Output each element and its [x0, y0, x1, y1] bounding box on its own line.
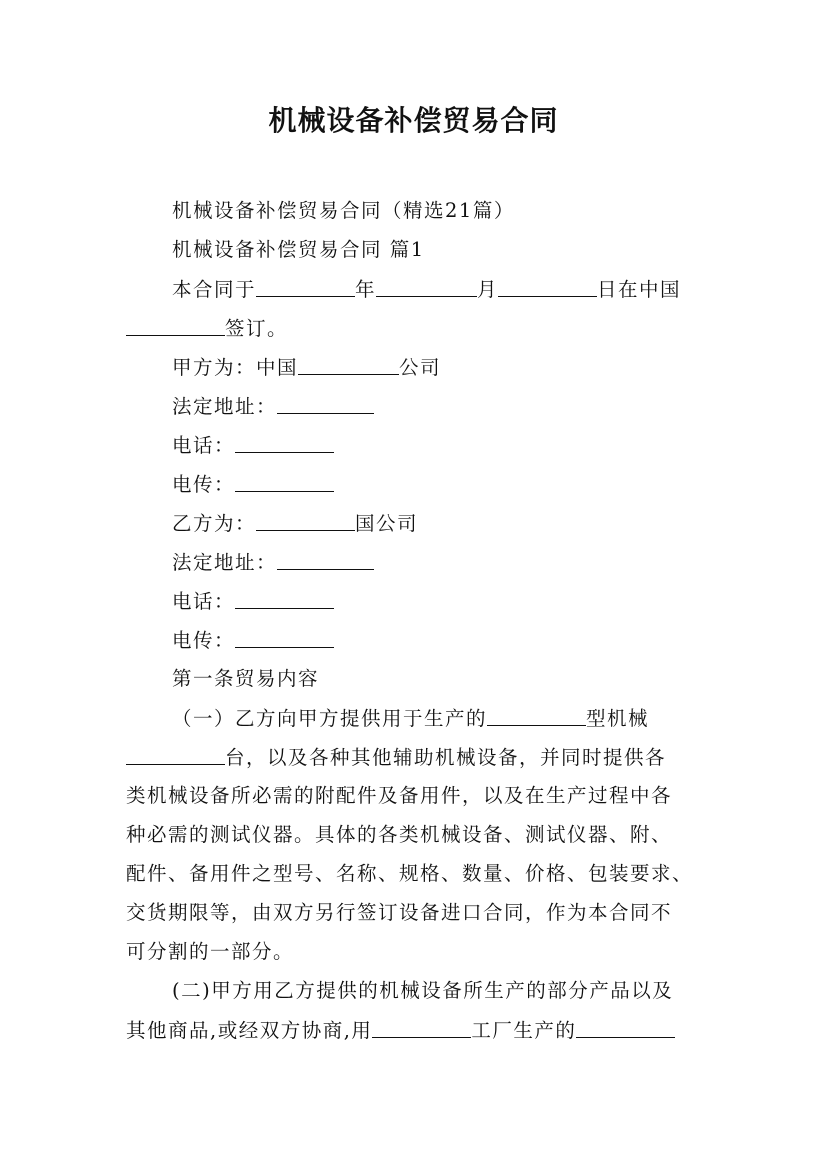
month-label: 月 — [477, 278, 499, 301]
clause-1-line-3: 类机械设备所必需的附配件及备用件，以及在生产过程中各 — [126, 784, 673, 807]
party-b-phone-label: 电话： — [172, 590, 236, 613]
document-subtitle: 机械设备补偿贸易合同（精选21篇） — [172, 199, 515, 222]
party-a-line — [172, 352, 441, 383]
intro-line-2 — [126, 313, 288, 344]
party-b-phone-line — [172, 586, 334, 617]
party-b-fax-blank — [235, 625, 334, 648]
clause-1-text-b: 型机械 — [586, 707, 650, 730]
clause-1-text-a: （一）乙方向甲方提供用于生产的 — [172, 707, 488, 730]
party-a-phone-line — [172, 430, 334, 461]
clause-1-line-7: 可分割的一部分。 — [126, 940, 295, 963]
party-b-fax-label: 电传： — [172, 629, 236, 652]
model-blank — [487, 703, 586, 726]
intro-text: 本合同于 — [172, 278, 257, 301]
party-b-address-label: 法定地址： — [172, 551, 278, 574]
party-a-address-blank — [277, 391, 374, 414]
day-place-label: 日在中国 — [597, 278, 682, 301]
party-b-name-blank — [256, 508, 355, 531]
document-title: 机械设备补偿贸易合同 — [268, 104, 559, 137]
party-b-label: 乙方为： — [172, 512, 257, 535]
party-b-address-line — [172, 547, 374, 578]
month-blank — [376, 274, 477, 297]
clause-1-line-1 — [172, 703, 649, 734]
clause-1-text-c: 台，以及各种其他辅助机械设备，并同时提供各 — [225, 746, 667, 769]
party-a-suffix: 公司 — [399, 356, 442, 379]
party-b-suffix: 国公司 — [355, 512, 419, 535]
place-blank — [126, 313, 225, 336]
party-a-address-label: 法定地址： — [172, 395, 278, 418]
clause-2-line-1: (二)甲方用乙方提供的机械设备所生产的部分产品以及 — [172, 979, 674, 1002]
section-heading: 机械设备补偿贸易合同 篇1 — [172, 238, 425, 261]
party-a-name-blank — [298, 352, 399, 375]
intro-line-1 — [172, 274, 681, 305]
product-blank — [576, 1015, 675, 1038]
clause-2-text-b: 其他商品,或经双方协商,用 — [126, 1019, 373, 1042]
party-a-fax-label: 电传： — [172, 473, 236, 496]
clause-1-line-2 — [126, 742, 666, 773]
factory-blank — [372, 1015, 471, 1038]
clause-1-line-5: 配件、备用件之型号、名称、规格、数量、价格、包装要求、 — [126, 862, 694, 885]
party-a-fax-blank — [235, 469, 334, 492]
party-a-fax-line — [172, 469, 334, 500]
party-b-address-blank — [277, 547, 374, 570]
party-a-phone-blank — [235, 430, 334, 453]
article-1-heading: 第一条贸易内容 — [172, 667, 320, 690]
quantity-blank — [126, 742, 225, 765]
clause-1-line-4: 种必需的测试仪器。具体的各类机械设备、测试仪器、附、 — [126, 823, 673, 846]
year-blank — [256, 274, 355, 297]
day-blank — [498, 274, 597, 297]
clause-1-line-6: 交货期限等，由双方另行签订设备进口合同，作为本合同不 — [126, 901, 673, 924]
clause-2-text-c: 工厂生产的 — [471, 1019, 577, 1042]
year-label: 年 — [355, 278, 377, 301]
party-a-address-line — [172, 391, 374, 422]
signed-label: 签订。 — [225, 317, 289, 340]
party-b-fax-line — [172, 625, 334, 656]
party-b-line — [172, 508, 418, 539]
party-a-phone-label: 电话： — [172, 434, 236, 457]
party-a-label: 甲方为：中国 — [172, 356, 299, 379]
clause-2-line-2 — [126, 1015, 675, 1046]
party-b-phone-blank — [235, 586, 334, 609]
